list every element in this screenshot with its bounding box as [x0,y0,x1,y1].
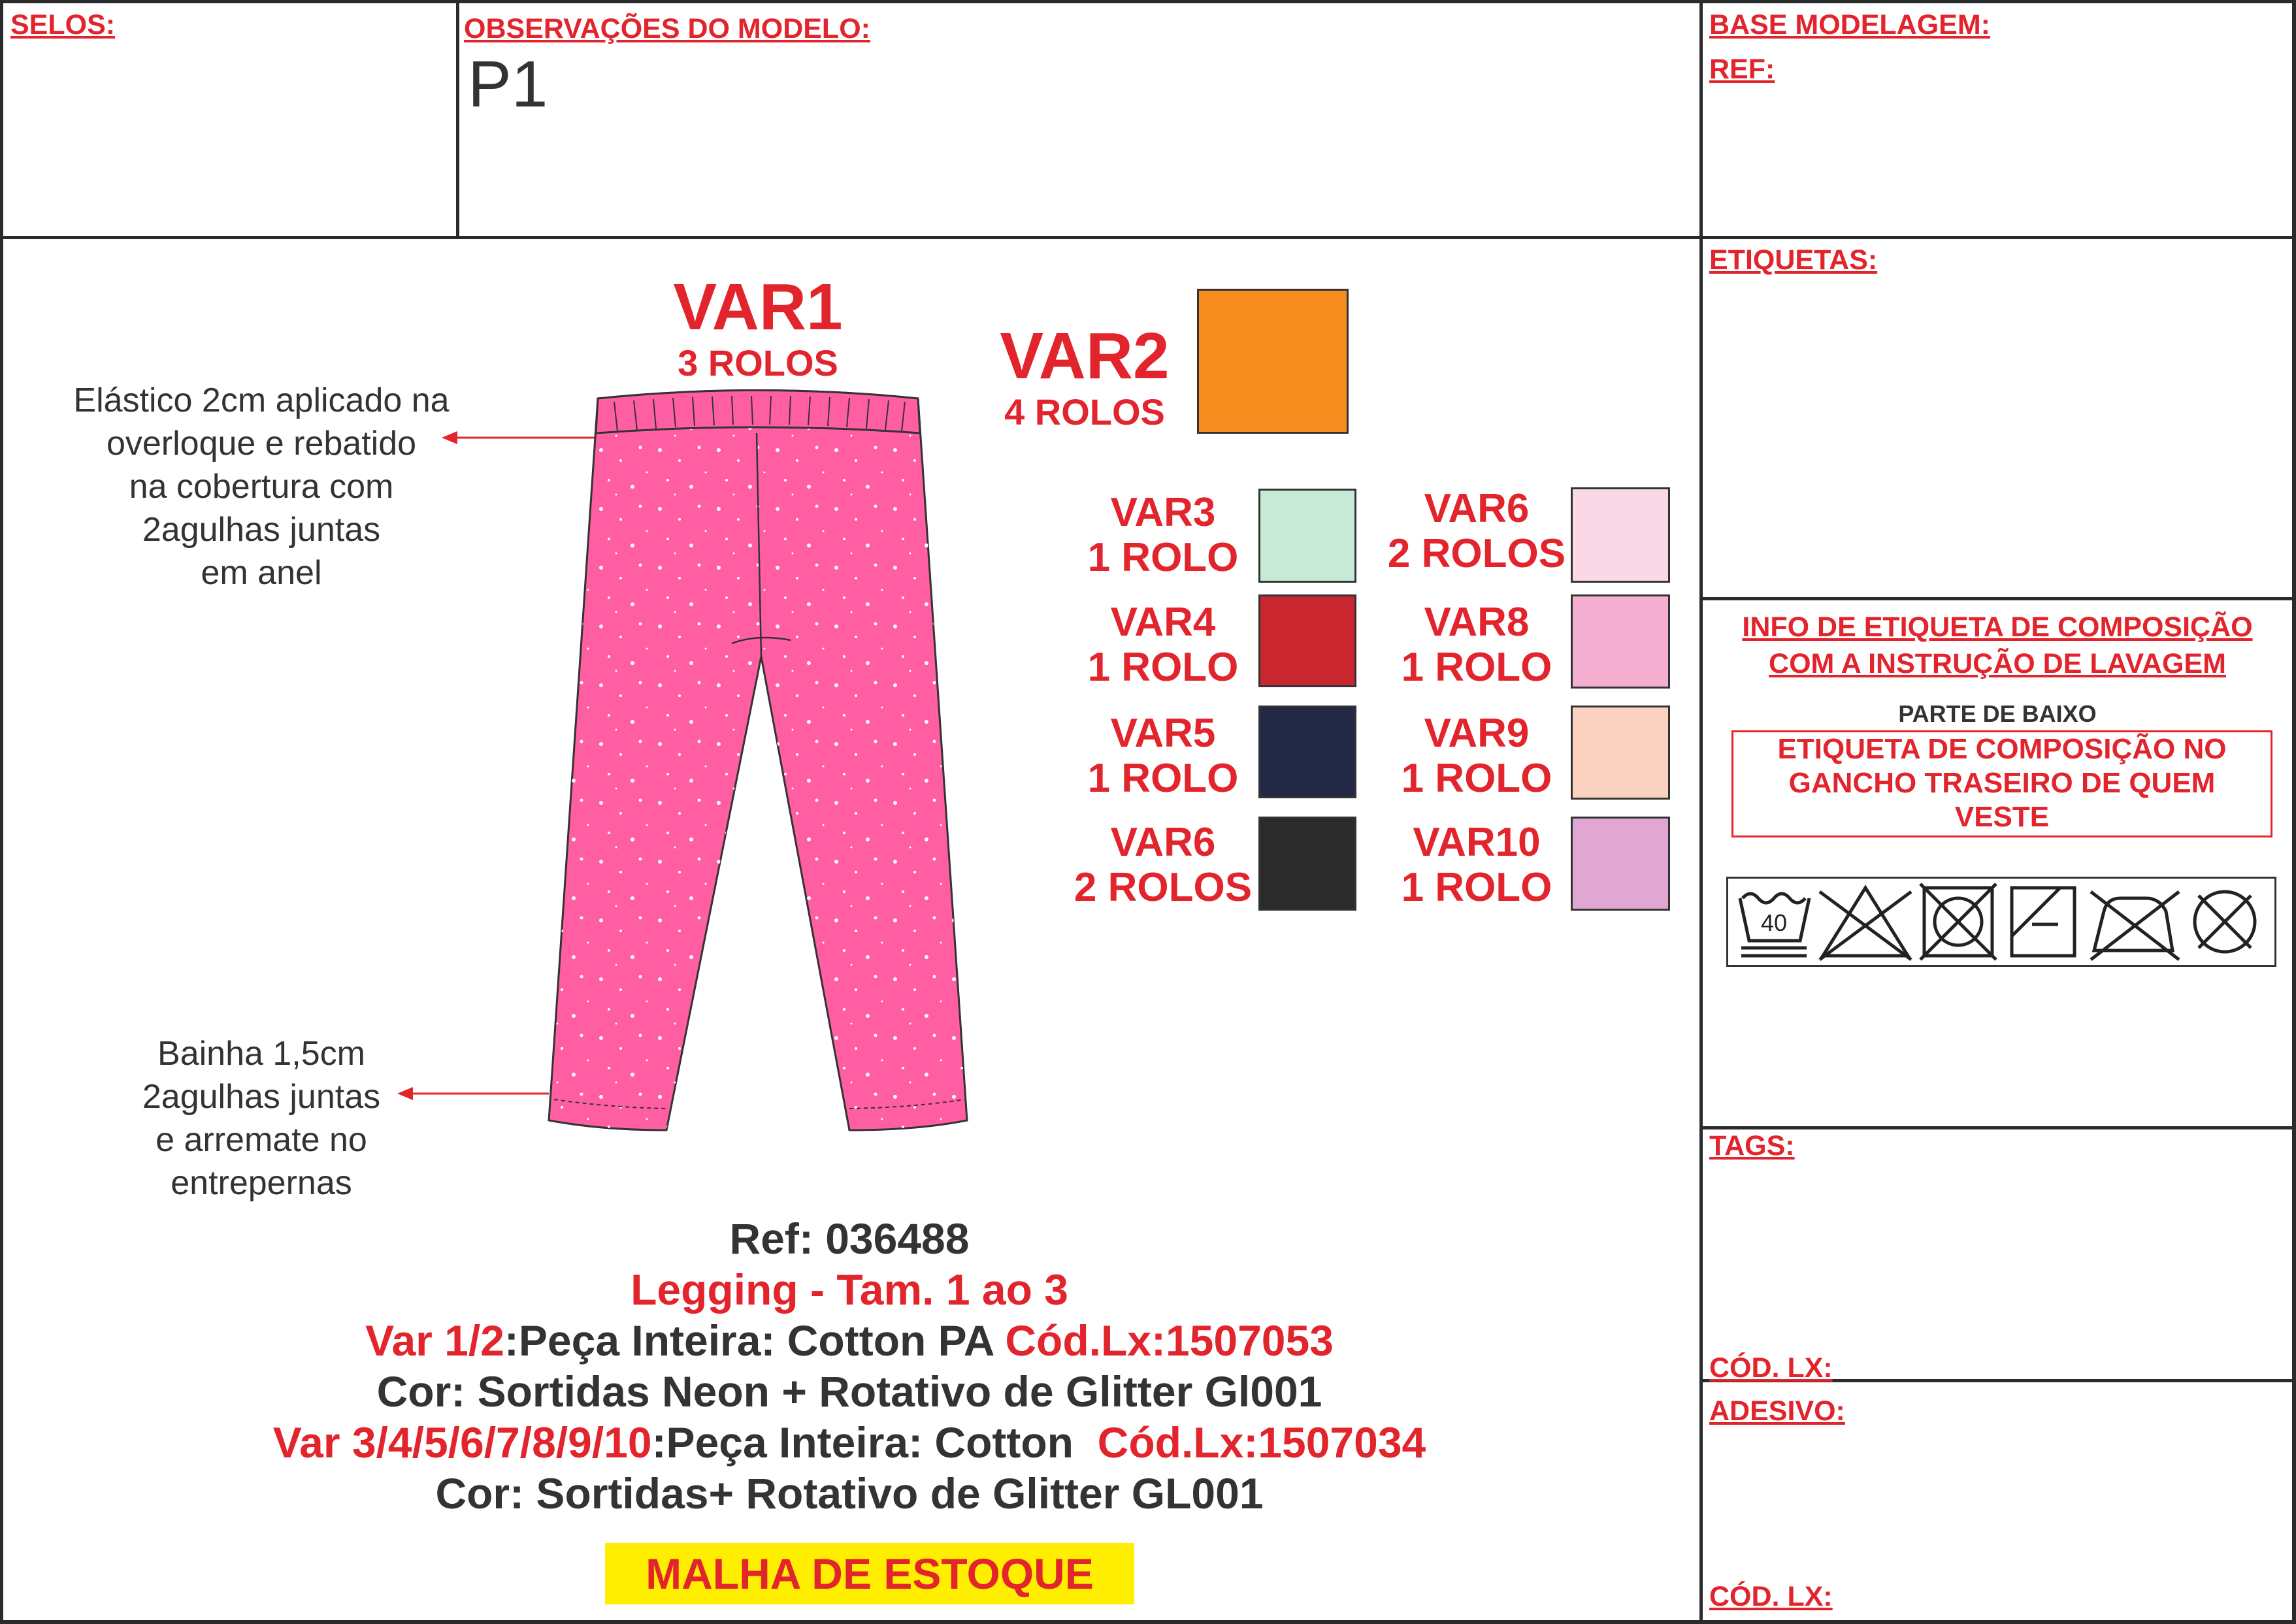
var6-left-label [1058,820,1268,911]
var4-label [1058,600,1268,690]
var2-name: VAR2 [1000,319,1170,393]
etiqueta-line-1: ETIQUETA DE COMPOSIÇÃO NO [1777,733,2227,765]
spec-line-3-code: Cód.Lx:1507053 [1005,1316,1334,1365]
var8-qty: 1 ROLO [1401,645,1552,690]
var6-right-label [1379,486,1575,577]
waistband [596,391,920,434]
svg-text:40: 40 [1761,909,1788,936]
var6-right-swatch [1571,487,1670,583]
elastic-note-line-3: na cobertura com [129,468,394,506]
var2-swatch [1197,289,1349,434]
var5-swatch [1258,706,1356,798]
line-dry-icon [2012,888,2075,956]
var9-swatch [1571,706,1670,800]
adesivo-label: ADESIVO: [1709,1395,1845,1427]
spec-title: Legging - Tam. 1 ao 3 [631,1265,1068,1314]
parte-de-baixo: PARTE DE BAIXO [1898,700,2097,727]
care-symbols-box [1726,877,2276,967]
var4-qty: 1 ROLO [1087,645,1239,690]
spec-line-6: Cor: Sortidas+ Rotativo de Glitter GL001 [435,1469,1264,1518]
hem-note-line-4: entrepernas [171,1164,352,1202]
spec-line-3-vars: Var 1/2 [365,1316,504,1365]
legging-illustration [536,382,980,1140]
var8-label [1379,600,1575,690]
elastic-note-line-5: em anel [201,554,322,592]
var5-name: VAR5 [1110,711,1216,756]
etiqueta-composicao-box [1731,730,2272,837]
etiqueta-line-3: VESTE [1954,801,2050,833]
var8-name: VAR8 [1424,600,1530,645]
hem-note-line-2: 2agulhas juntas [142,1078,381,1116]
var10-name: VAR10 [1413,820,1541,865]
spec-ref: Ref: 036488 [729,1214,970,1263]
spec-line-5-vars: Var 3/4/5/6/7/8/9/10 [272,1418,652,1467]
var2-qty: 4 ROLOS [1004,391,1165,432]
var5-qty: 1 ROLO [1087,756,1239,802]
frame-bottom [0,1620,2296,1624]
spec-line-3-desc: :Peça Inteira: Cotton PA [504,1316,1006,1365]
care-symbols-svg [1728,879,2274,965]
spec-line-5 [0,1418,1699,1467]
ref-label: REF: [1709,54,1775,85]
info-line-1: INFO DE ETIQUETA DE COMPOSIÇÃO [1742,611,2253,643]
var6-left-swatch [1258,817,1356,911]
var1-label [653,271,862,384]
hem-note-line-1: Bainha 1,5cm [157,1035,365,1073]
spec-line-3 [0,1316,1699,1365]
var4-swatch [1258,594,1356,687]
no-bleach-icon [1820,888,1911,960]
var5-label [1058,711,1268,802]
var6-right-name: VAR6 [1424,486,1530,531]
tags-label: TAGS: [1709,1130,1795,1161]
hem-note-line-3: e arremate no [156,1121,367,1159]
hem-arrow [397,1087,549,1100]
info-line-2: COM A INSTRUÇÃO DE LAVAGEM [1769,648,2226,679]
var6-left-qty: 2 ROLOS [1074,865,1253,911]
observacoes-value: P1 [468,48,548,121]
no-iron-icon [2091,892,2179,960]
observacoes-label: OBSERVAÇÕES DO MODELO: [464,13,870,44]
cod-lx-label-2: CÓD. LX: [1709,1581,1833,1612]
var9-qty: 1 ROLO [1401,756,1552,802]
var6-left-name: VAR6 [1110,820,1216,865]
var10-label [1379,820,1575,911]
cod-lx-label-1: CÓD. LX: [1709,1352,1833,1384]
elastic-note-line-4: 2agulhas juntas [142,511,381,549]
spec-line-5-code: Cód.Lx:1507034 [1097,1418,1426,1467]
var10-swatch [1571,817,1670,911]
var1-name: VAR1 [673,270,843,344]
var9-name: VAR9 [1424,711,1530,756]
no-tumble-dry-icon [1920,884,1996,960]
var6-right-qty: 2 ROLOS [1387,531,1566,577]
var10-qty: 1 ROLO [1401,865,1552,911]
spec-line-5-desc: :Peça Inteira: Cotton [651,1418,1098,1467]
malha-estoque-banner [605,1543,1134,1604]
var2-label [993,320,1176,433]
var8-swatch [1571,594,1670,689]
var3-name: VAR3 [1110,490,1216,535]
elastic-note-line-2: overloque e rebatido [106,425,417,463]
spec-line-4: Cor: Sortidas Neon + Rotativo de Glitter Gl001 [376,1367,1322,1416]
right-divider-1 [1699,236,2296,239]
selos-label: SELOS: [10,9,116,41]
wash-40-icon [1740,894,1809,956]
base-modelagem-label: BASE MODELAGEM: [1709,9,1990,41]
right-divider-3 [1699,1126,2296,1129]
var4-name: VAR4 [1110,600,1216,645]
malha-estoque-text: MALHA DE ESTOQUE [646,1550,1094,1598]
elastic-note-line-1: Elástico 2cm aplicado na [73,382,450,419]
var3-swatch [1258,489,1356,583]
right-divider-2 [1699,597,2296,600]
var1-qty: 3 ROLOS [678,342,838,383]
etiqueta-line-2: GANCHO TRASEIRO DE QUEM [1788,767,2216,799]
etiquetas-label: ETIQUETAS: [1709,244,1878,276]
var3-qty: 1 ROLO [1087,535,1239,581]
info-etiqueta-heading [1703,609,2292,682]
var3-label [1058,490,1268,581]
var9-label [1379,711,1575,802]
no-dry-clean-icon [2195,892,2255,952]
